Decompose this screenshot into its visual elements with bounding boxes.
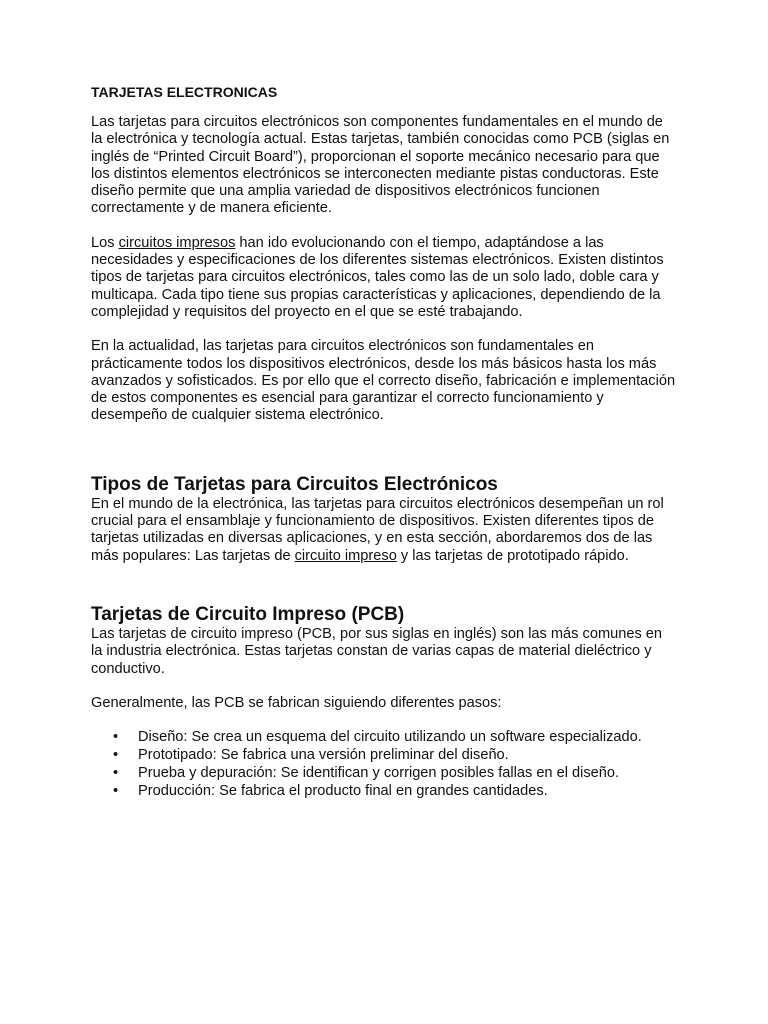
list-item [91,747,676,765]
evolution-text-start: Los [91,234,119,251]
pcb-heading: Tarjetas de Circuito Impreso (PCB) [91,603,405,625]
pasos-intro-paragraph: Generalmente, las PCB se fabrican siguiendo diferentes pasos: [91,694,502,711]
step-text: Producción: Se fabrica el producto final en grandes cantidades. [138,782,548,799]
evolution-paragraph [91,235,676,321]
list-item [91,765,676,783]
bullet-icon: • [113,746,119,763]
tipos-text-end: y las tarjetas de prototipado rápido. [396,547,629,564]
circuito-impreso-link[interactable]: circuito impreso [294,547,397,564]
document-title: TARJETAS ELECTRONICAS [91,84,278,100]
pcb-paragraph: Las tarjetas de circuito impreso (PCB, por sus siglas en inglés) son las más comunes en la industria electrónica. Estas tarjetas constan de varias capas de material dieléctrico y conductivo. [91,625,663,677]
pcb-steps-list [91,729,676,800]
list-item [91,783,676,801]
circuitos-impresos-link[interactable]: circuitos impresos [118,234,236,251]
evolution-text-end: han ido evolucionando con el tiempo, adaptándose a las necesidades y especificaciones de los diferentes sistemas electrónicos. Existen distintos tipos de tarjetas para circuitos electrónicos, tales como las de un solo lado, doble cara y multicapa. Cada tipo tiene sus propias características y aplicaciones, dependiendo de la complejidad y requisitos del proyecto en el que se esté trabajando. [91,234,664,320]
list-item [91,729,676,747]
document-page [91,83,676,800]
tipos-heading: Tipos de Tarjetas para Circuitos Electrónicos [91,473,498,495]
bullet-icon: • [113,782,119,799]
step-text: Prototipado: Se fabrica una versión preliminar del diseño. [138,746,509,763]
intro-paragraph: Las tarjetas para circuitos electrónicos son componentes fundamentales en el mundo de la electrónica y tecnología actual. Estas tarjetas, también conocidas como PCB (siglas en inglés de “Printed Circuit Board”), proporcionan el soporte mecánico necesario para que los distintos elementos electrónicos se interconecten mediante pistas conductoras. Este diseño permite que una amplia variedad de dispositivos electrónicos funcionen correctamente y de manera eficiente. [91,114,670,217]
step-text: Prueba y depuración: Se identifican y corrigen posibles fallas en el diseño. [138,764,620,781]
tipos-paragraph [91,496,676,565]
step-text: Diseño: Se crea un esquema del circuito utilizando un software especializado. [138,729,642,746]
tipos-text-start: En el mundo de la electrónica, las tarjetas para circuitos electrónicos desempeñan un rol crucial para el ensamblaje y funcionamiento de dispositivos. Existen diferentes tipos de tarjetas utilizadas en diversas aplicaciones, y en esta sección, abordaremos dos de las más populares: Las tarjetas de [91,495,664,564]
bullet-icon: • [113,729,119,746]
actualidad-paragraph: En la actualidad, las tarjetas para circuitos electrónicos son fundamentales en prácticamente todos los dispositivos electrónicos, desde los más básicos hasta los más avanzados y sofisticados. Es por ello que el correcto diseño, fabricación e implementación de estos componentes es esencial para garantizar el correcto funcionamiento y desempeño de cualquier sistema electrónico. [91,338,676,424]
bullet-icon: • [113,764,119,781]
